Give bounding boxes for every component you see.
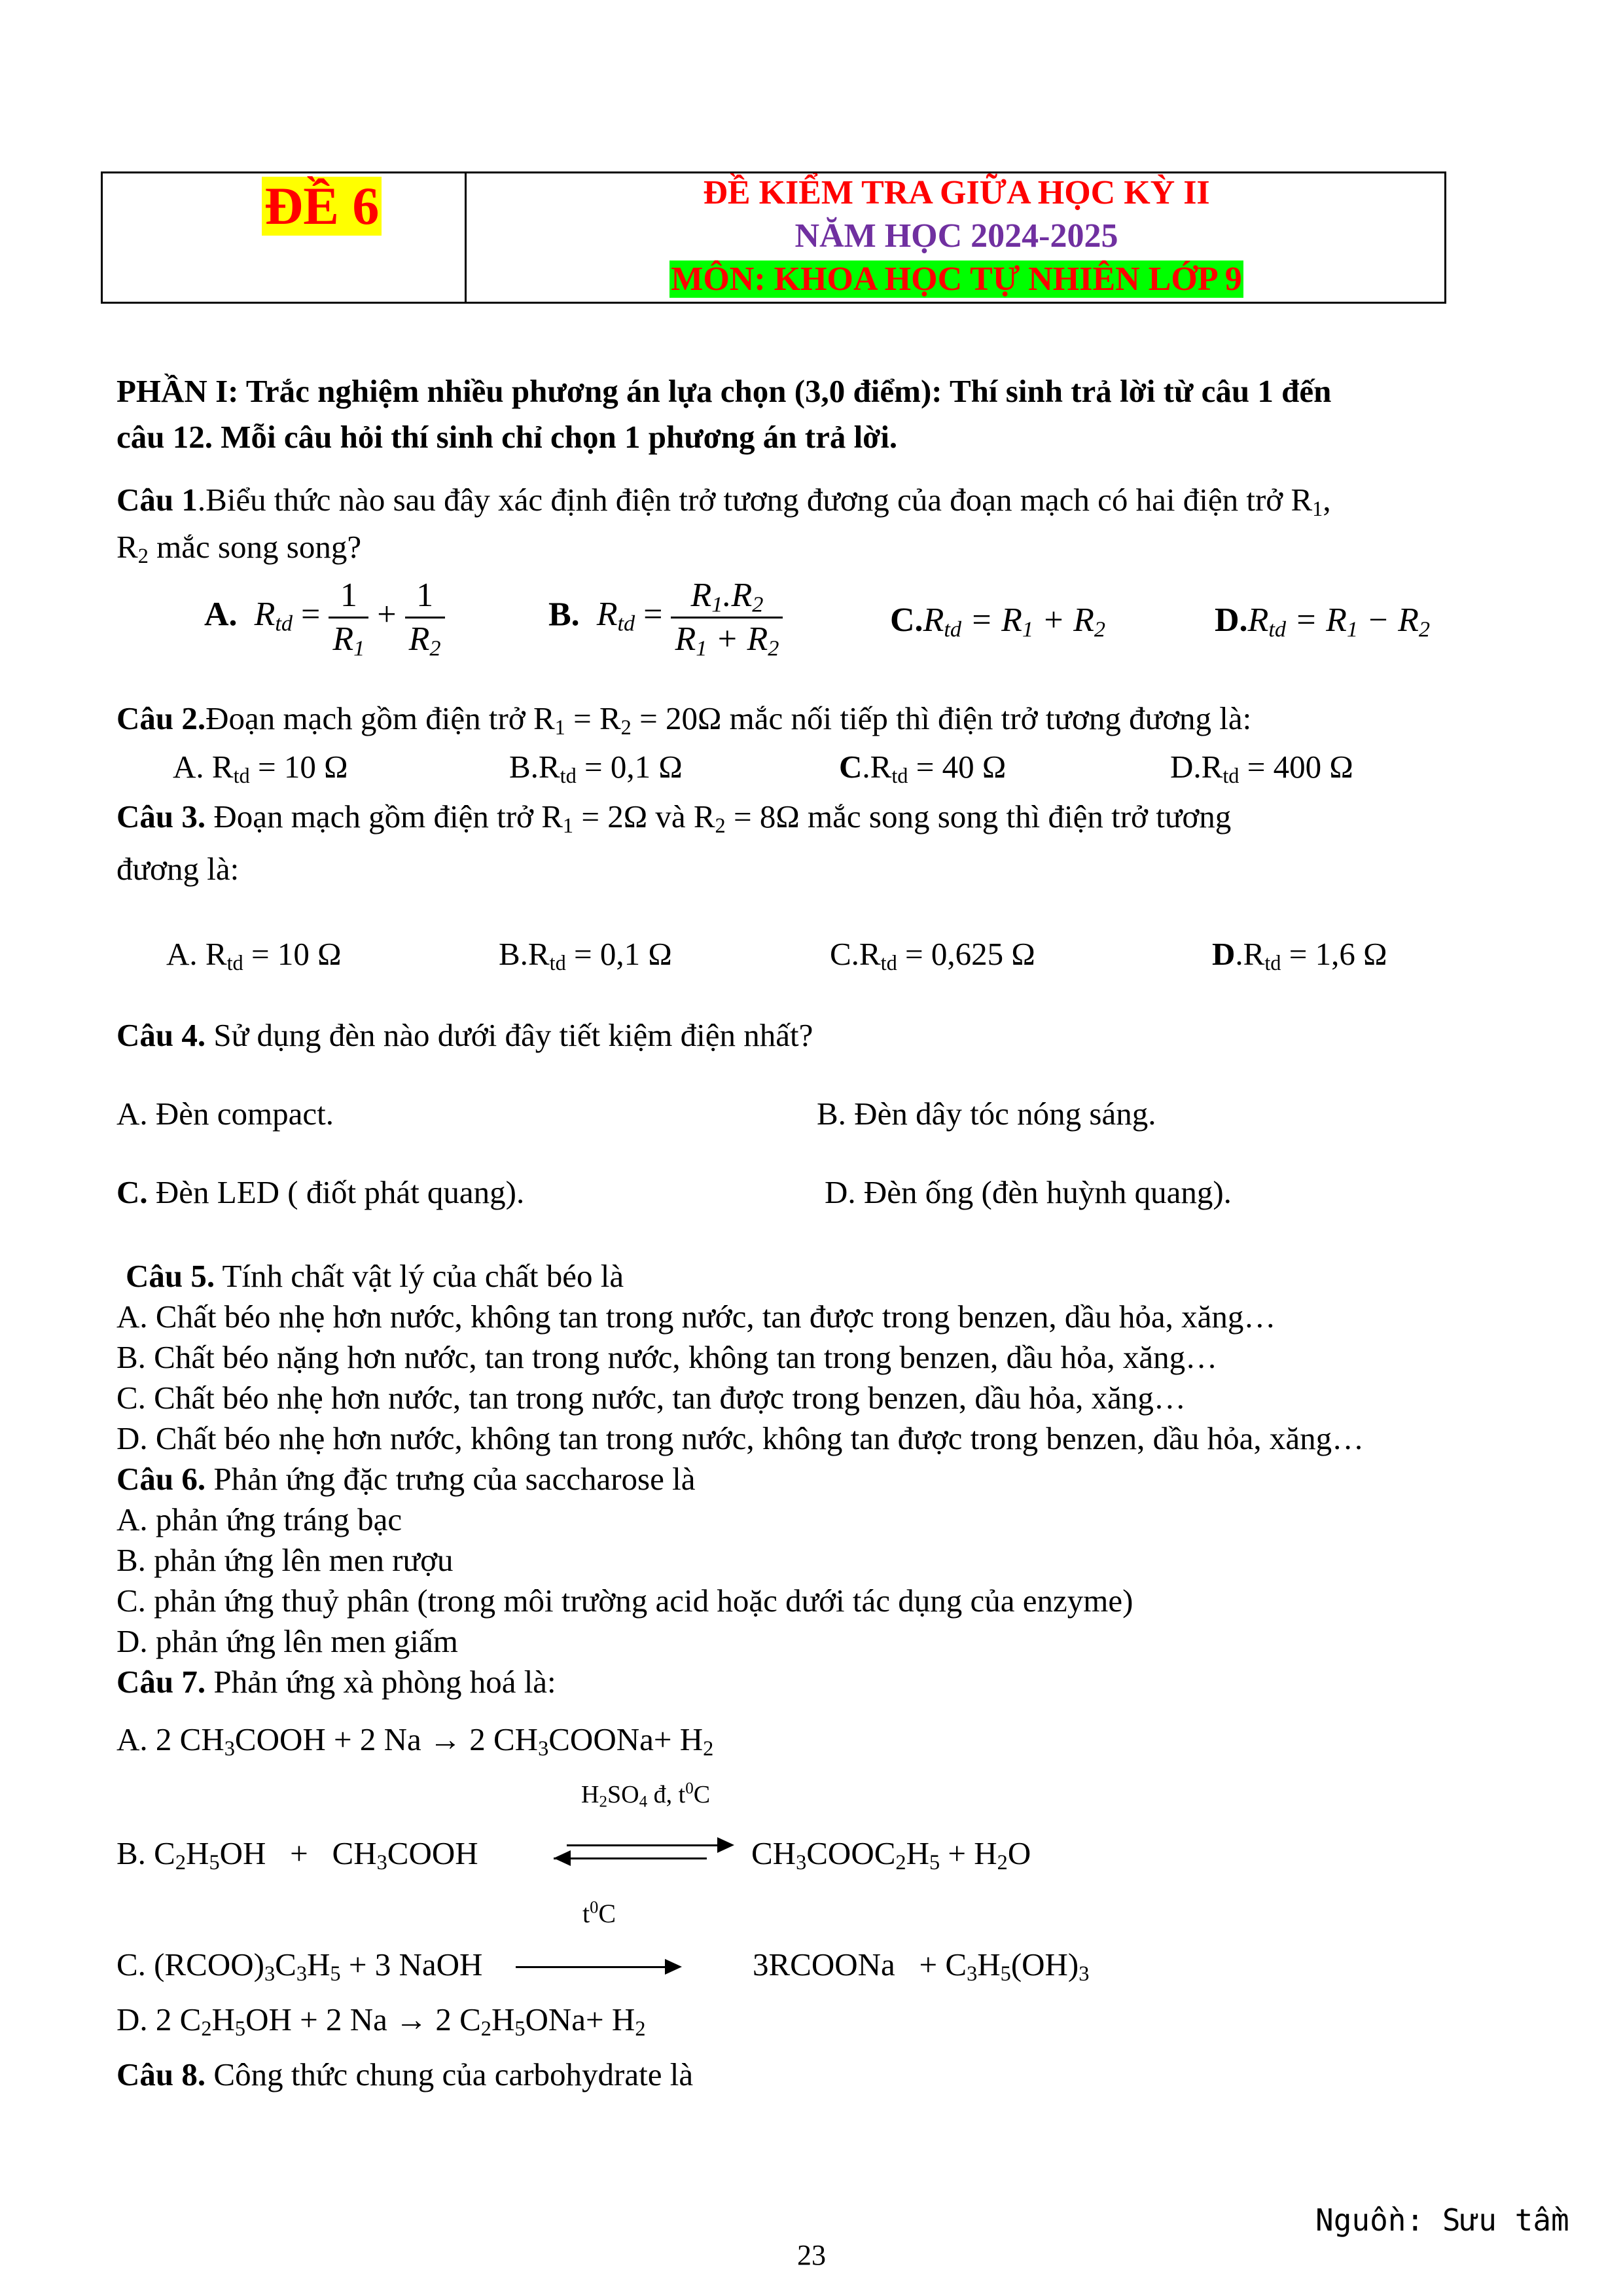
exam-title: ĐỀ KIỂM TRA GIỮA HỌC KỲ II: [703, 174, 1210, 211]
q5-option-b: B. Chất béo nặng hơn nước, tan trong nước, không tan trong benzen, dầu hỏa, xăng…: [116, 1339, 1218, 1375]
q1-option-d: $D.R_{td} = R_1 - R_2$: [1215, 601, 1431, 642]
q2-option-a: A. $R_{td} = 10$ Ω: [173, 749, 348, 788]
q7-c-arrow-head: [665, 1959, 682, 1975]
q5-option-a: A. Chất béo nhẹ hơn nước, không tan trong nước, tan được trong benzen, dầu hỏa, xăng…: [116, 1299, 1276, 1335]
q7-forward-arrow-line: [567, 1844, 720, 1846]
source-note: Nguồn: Sưu tầm: [1315, 2202, 1569, 2238]
q4-option-c: C. Đèn LED ( điốt phát quang).: [116, 1174, 525, 1210]
q3-option-a: A. $R_{td} = 10$ Ω: [166, 936, 342, 975]
part1-heading-line1: PHẦN I: Trắc nghiệm nhiều phương án lựa chọn (3,0 điểm): Thí sinh trả lời từ câu 1 đến: [116, 373, 1332, 409]
q8-stem: Câu 8. Công thức chung của carbohydrate là: [116, 2056, 694, 2092]
q7-reverse-arrow-head: [554, 1850, 571, 1866]
q7-option-c-products: 3RCOONa + $C_3H_5(OH)_3$: [753, 1946, 1090, 1986]
q4-option-d: D. Đèn ống (đèn huỳnh quang).: [825, 1174, 1232, 1210]
q2-option-d: $D.R_{td} = 400$ Ω: [1170, 749, 1353, 788]
q1-option-c: $C.R_{td} = R_1 + R_2$: [890, 601, 1106, 642]
q1-stem-line2: $R_2$ mắc song song?: [116, 529, 362, 568]
q2-option-c: $C.R_{td} = 40$ Ω: [839, 749, 1007, 788]
q7-option-c-reactants: C. $(RCOO)_3C_3H_5 + 3$ NaOH: [116, 1946, 483, 1986]
q7-reverse-arrow-line: [554, 1857, 707, 1859]
q3-option-b: $B.R_{td} = 0,1$ Ω: [499, 936, 672, 975]
q7-option-b-reactants: B. $C_2H_5OH$ + $CH_3COOH$: [116, 1835, 478, 1874]
q7-option-b-condition: $H_2SO_4$ đ, $t^0C$: [581, 1780, 711, 1811]
page-number: 23: [797, 2239, 826, 2271]
q3-option-c: $C.R_{td} = 0,625$ Ω: [830, 936, 1035, 975]
q2-option-b: $B.R_{td} = 0,1$ Ω: [509, 749, 683, 788]
q3-stem-line1: Câu 3. Đoạn mạch gồm điện trở $R_1 = 2\Omega$ và $R_2 = 8\Omega$ mắc song song thì điện trở tương: [116, 798, 1232, 838]
q7-option-d: D. 2 $C_2H_5OH + 2$ Na → 2 $C_2H_5ONa+ H_2$: [116, 2001, 646, 2041]
q4-option-a: A. Đèn compact.: [116, 1096, 334, 1132]
q5-option-c: C. Chất béo nhẹ hơn nước, tan trong nước, tan được trong benzen, dầu hỏa, xăng…: [116, 1380, 1186, 1416]
q1-option-b: B. $R_{td}$ = $\frac{R_1.R_2}{R_1 + R_2}$: [548, 575, 783, 660]
q3-option-d: $D.R_{td} = 1,6$ Ω: [1212, 936, 1387, 975]
q6-option-d: D. phản ứng lên men giấm: [116, 1623, 458, 1659]
q2-stem: Câu 2.Đoạn mạch gồm điện trở $R_1 = R_2 = 20\Omega$ mắc nối tiếp thì điện trở tương đương là:: [116, 700, 1252, 740]
q3-stem-line2: đương là:: [116, 851, 240, 887]
q7-forward-arrow-head: [717, 1837, 734, 1853]
q7-stem: Câu 7. Phản ứng xà phòng hoá là:: [116, 1664, 556, 1700]
q4-option-b: B. Đèn dây tóc nóng sáng.: [817, 1096, 1156, 1132]
q6-stem: Câu 6. Phản ứng đặc trưng của saccharose là: [116, 1461, 696, 1497]
q1-stem-line1: Câu 1.Biểu thức nào sau đây xác định điện trở tương đương của đoạn mạch có hai điện trở $R_1$,: [116, 482, 1331, 521]
q6-option-b: B. phản ứng lên men rượu: [116, 1542, 454, 1578]
q1-option-a: A. $R_{td}$ = $\frac{1}{R_1}$ + $\frac{1}{R_2}$: [204, 575, 445, 660]
part1-heading-line2: câu 12. Mỗi câu hỏi thí sinh chỉ chọn 1 phương án trả lời.: [116, 419, 898, 455]
q7-option-b-products: $CH_3COOC_2H_5 + H_2O$: [751, 1835, 1031, 1874]
q7-c-arrow-line: [516, 1966, 668, 1968]
q5-stem: Câu 5. Tính chất vật lý của chất béo là: [126, 1258, 624, 1294]
exam-number: ĐỀ 6: [262, 177, 382, 236]
q7-option-c-condition: $t^0C$: [582, 1897, 616, 1928]
q7-option-a: A. 2 $CH_3COOH + 2$ Na → 2 $CH_3COONa+ H_2$: [116, 1721, 714, 1761]
subject-title: MÔN: KHOA HỌC TỰ NHIÊN LỚP 9: [671, 260, 1242, 298]
q5-option-d: D. Chất béo nhẹ hơn nước, không tan trong nước, không tan được trong benzen, dầu hỏa, xăng…: [116, 1420, 1364, 1456]
q6-option-a: A. phản ứng tráng bạc: [116, 1501, 402, 1537]
school-year: NĂM HỌC 2024-2025: [794, 217, 1118, 255]
q6-option-c: C. phản ứng thuỷ phân (trong môi trường acid hoặc dưới tác dụng của enzyme): [116, 1583, 1133, 1619]
q4-stem: Câu 4. Sử dụng đèn nào dưới đây tiết kiệm điện nhất?: [116, 1017, 813, 1053]
